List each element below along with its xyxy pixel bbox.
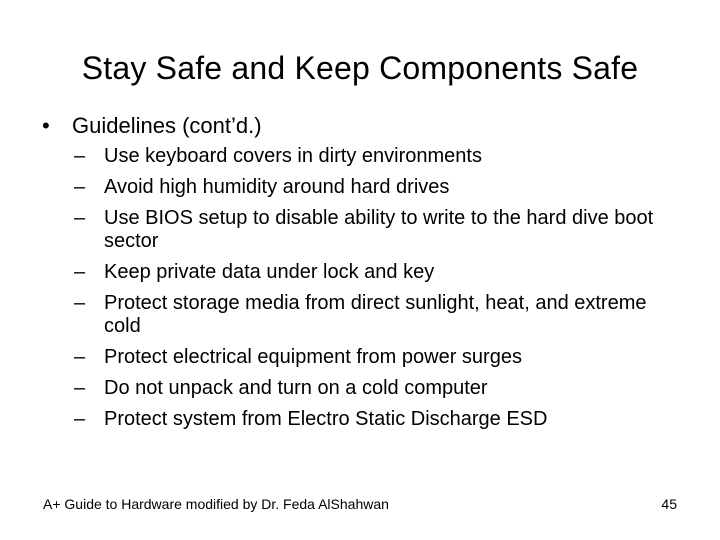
sub-bullet-text: Protect system from Electro Static Discharge ESD <box>104 408 548 431</box>
sub-bullet-list <box>74 145 674 439</box>
dash-symbol: – <box>74 261 86 284</box>
sub-bullet-text: Avoid high humidity around hard drives <box>104 176 450 199</box>
footer-credit: A+ Guide to Hardware modified by Dr. Feda AlShahwan <box>43 496 389 512</box>
sub-bullet-item <box>74 261 674 283</box>
sub-bullet-text: Protect storage media from direct sunlight, heat, and extreme cold <box>104 292 647 337</box>
sub-bullet-text: Do not unpack and turn on a cold computer <box>104 377 488 400</box>
sub-bullet-item <box>74 377 674 399</box>
slide-title: Stay Safe and Keep Components Safe <box>81 50 639 86</box>
sub-bullet-item <box>74 176 674 198</box>
dash-symbol: – <box>74 377 86 400</box>
sub-bullet-text: Use BIOS setup to disable ability to write to the hard dive boot sector <box>104 207 654 252</box>
sub-bullet-item <box>74 408 674 430</box>
sub-bullet-item <box>74 145 674 167</box>
bullet-symbol: • <box>42 113 50 138</box>
sub-bullet-text: Keep private data under lock and key <box>104 261 435 284</box>
dash-symbol: – <box>74 207 86 230</box>
sub-bullet-item <box>74 346 674 368</box>
dash-symbol: – <box>74 408 86 431</box>
sub-bullet-item <box>74 292 674 337</box>
page-number: 45 <box>661 496 677 512</box>
main-bullet-text: Guidelines (cont’d.) <box>72 113 262 138</box>
dash-symbol: – <box>74 145 86 167</box>
dash-symbol: – <box>74 176 86 199</box>
sub-bullet-item <box>74 207 674 252</box>
dash-symbol: – <box>74 292 86 315</box>
dash-symbol: – <box>74 345 86 368</box>
sub-bullet-text: Protect electrical equipment from power surges <box>104 345 522 368</box>
sub-bullet-text: Use keyboard covers in dirty environments <box>104 145 482 167</box>
